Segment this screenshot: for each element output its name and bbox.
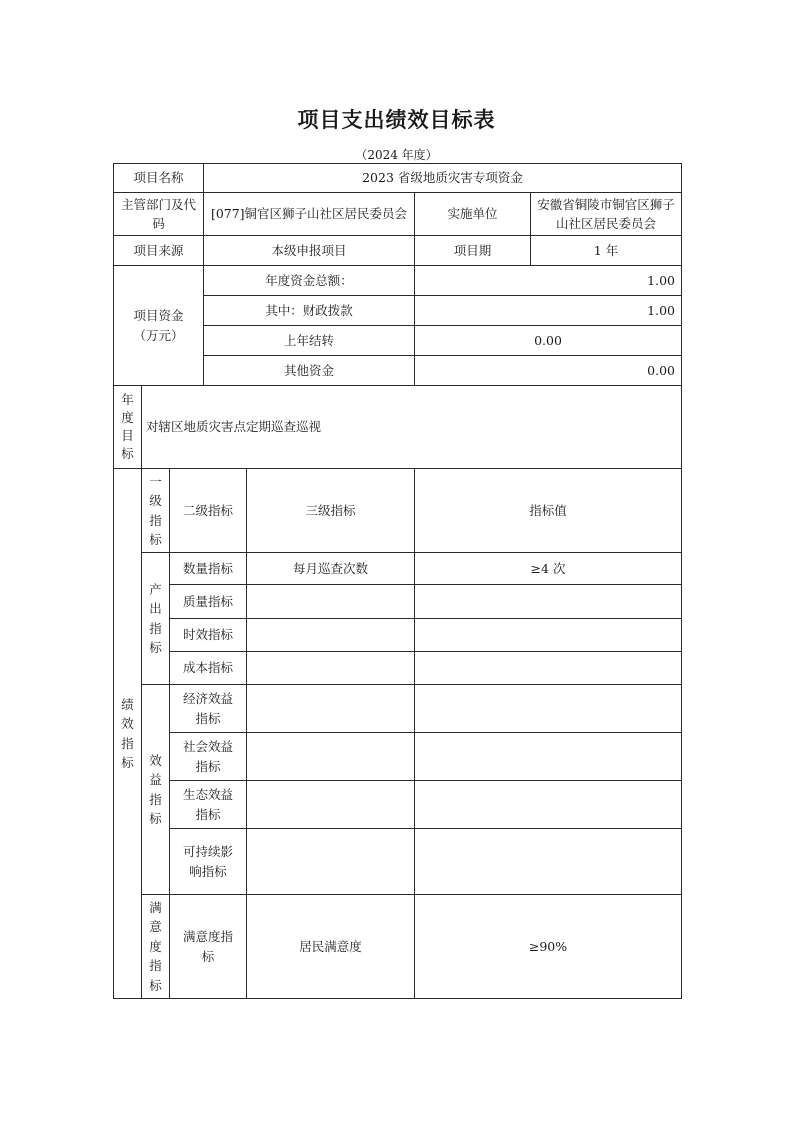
hdr-level2: 二级指标: [169, 468, 247, 553]
year-label: （2024 年度）: [355, 148, 438, 162]
hdr-value: 指标值: [414, 468, 682, 553]
output-label: 产出指标: [141, 552, 170, 685]
perf-label: 绩效指标: [113, 468, 142, 999]
dept-value: [077]铜官区狮子山社区居民委员会: [203, 192, 415, 236]
hdr-level3: 三级指标: [246, 468, 415, 553]
satisfaction-level1: 满意度指标: [141, 894, 170, 999]
project-name-value: 2023 省级地质灾害专项资金: [203, 163, 682, 193]
goal-value: 对辖区地质灾害点定期巡查巡视: [141, 385, 682, 469]
time-level3: [246, 618, 415, 652]
funds-fiscal-label: 其中：财政拨款: [203, 295, 415, 326]
eco-level3: [246, 780, 415, 829]
funds-label: 项目资金（万元）: [113, 265, 204, 386]
sustain-label: 可持续影响指标: [169, 828, 247, 895]
source-label: 项目来源: [113, 235, 204, 266]
satisfaction-value: ≥90%: [414, 894, 682, 999]
econ-value: [414, 684, 682, 733]
funds-total-label: 年度资金总额：: [203, 265, 415, 296]
social-value: [414, 732, 682, 781]
cost-label: 成本指标: [169, 651, 247, 685]
period-label: 项目期: [414, 235, 531, 266]
source-value: 本级申报项目: [203, 235, 415, 266]
econ-level3: [246, 684, 415, 733]
social-label: 社会效益指标: [169, 732, 247, 781]
sustain-level3: [246, 828, 415, 895]
unit-value: 安徽省铜陵市铜官区狮子山社区居民委员会: [530, 192, 682, 236]
satisfaction-level2: 满意度指标: [169, 894, 247, 999]
satisfaction-level3: 居民满意度: [246, 894, 415, 999]
cost-value: [414, 651, 682, 685]
qty-value: ≥4 次: [414, 552, 682, 585]
unit-label: 实施单位: [414, 192, 531, 236]
funds-carry-label: 上年结转: [203, 325, 415, 356]
social-level3: [246, 732, 415, 781]
funds-carry-value: 0.00: [414, 325, 682, 356]
eco-value: [414, 780, 682, 829]
eco-label: 生态效益指标: [169, 780, 247, 829]
goal-label: 年度目标: [113, 385, 142, 469]
quality-label: 质量指标: [169, 584, 247, 619]
funds-other-value: 0.00: [414, 355, 682, 386]
benefit-label: 效益指标: [141, 684, 170, 895]
qty-label: 数量指标: [169, 552, 247, 585]
econ-label: 经济效益指标: [169, 684, 247, 733]
time-value: [414, 618, 682, 652]
quality-value: [414, 584, 682, 619]
dept-label: 主管部门及代码: [113, 192, 204, 236]
hdr-level1: 一级指标: [141, 468, 170, 553]
funds-total-value: 1.00: [414, 265, 682, 296]
funds-fiscal-value: 1.00: [414, 295, 682, 326]
time-label: 时效指标: [169, 618, 247, 652]
cost-level3: [246, 651, 415, 685]
page-title: 项目支出绩效目标表: [297, 108, 496, 132]
sustain-value: [414, 828, 682, 895]
project-name-label: 项目名称: [113, 163, 204, 193]
period-value: 1 年: [530, 235, 682, 266]
funds-other-label: 其他资金: [203, 355, 415, 386]
qty-level3: 每月巡查次数: [246, 552, 415, 585]
quality-level3: [246, 584, 415, 619]
